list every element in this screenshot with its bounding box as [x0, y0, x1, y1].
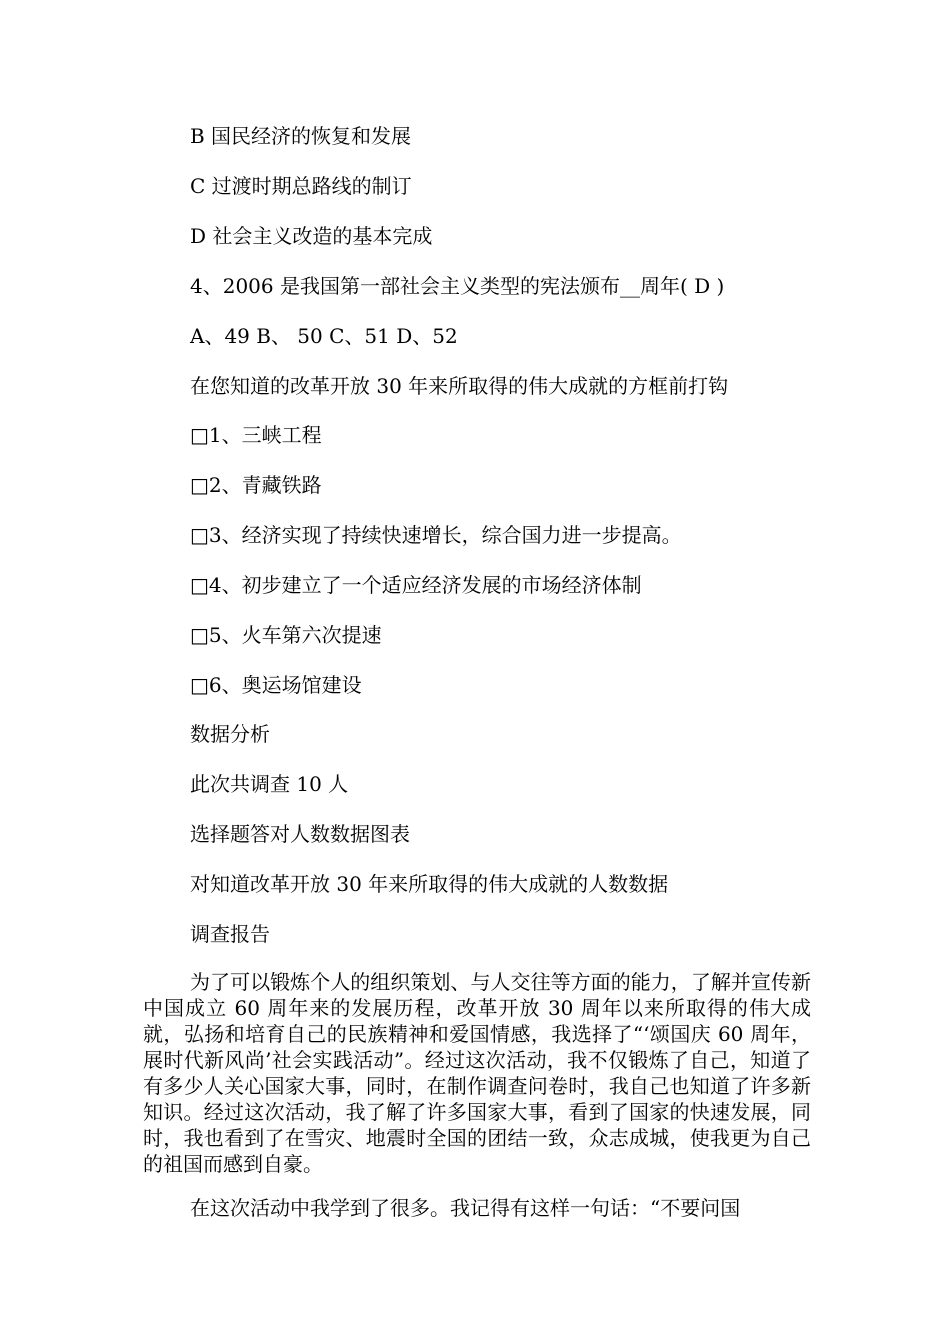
data-caption-line: 对知道改革开放 30 年来所取得的伟大成就的人数数据: [190, 872, 669, 896]
question-4-line: 4、2006 是我国第一部社会主义类型的宪法颁布__周年( D ): [190, 274, 725, 298]
option-c-line: C 过渡时期总路线的制订: [190, 174, 412, 198]
checklist-item-3: □3、经济实现了持续快速增长，综合国力进一步提高。: [190, 523, 682, 547]
checklist-item-6: □6、奥运场馆建设: [190, 673, 362, 697]
survey-count-line: 此次共调查 10 人: [190, 772, 349, 796]
option-d-line: D 社会主义改造的基本完成: [190, 224, 433, 248]
section-heading-data-analysis: 数据分析: [190, 722, 270, 746]
checklist-item-1: □1、三峡工程: [190, 423, 322, 447]
checklist-item-4: □4、初步建立了一个适应经济发展的市场经济体制: [190, 573, 642, 597]
checklist-item-5: □5、火车第六次提速: [190, 623, 382, 647]
checklist-item-2: □2、青藏铁路: [190, 473, 322, 497]
section-heading-report: 调查报告: [190, 922, 270, 946]
question-4-options-line: A、49 B、 50 C、51 D、52: [190, 324, 458, 348]
chart-caption-line: 选择题答对人数数据图表: [190, 822, 410, 846]
report-paragraph-1: 为了可以锻炼个人的组织策划、与人交往等方面的能力，了解并宣传新中国成立 60 周年来的发展历程，改革开放 30 周年以来所取得的伟大成就，弘扬和培育自己的民族精神和爱国情感，我选择了“‘颂国庆 60 周年，展时代新风尚’社会实践活动”。经过这次活动，我不仅锻炼了自己，知道了有多少人关心国家大事，同时，在制作调查问卷时，我自己也知道了许多新知识。经过这次活动，我了解了许多国家大事，看到了国家的快速发展，同时，我也看到了在雪灾、地震时全国的团结一致，众志成城，使我更为自己的祖国而感到自豪。: [143, 970, 811, 1176]
report-paragraph-2: 在这次活动中我学到了很多。我记得有这样一句话：“不要问国: [190, 1196, 741, 1220]
option-b-line: B 国民经济的恢复和发展: [190, 124, 412, 148]
checklist-instruction-line: 在您知道的改革开放 30 年来所取得的伟大成就的方框前打钩: [190, 374, 729, 398]
